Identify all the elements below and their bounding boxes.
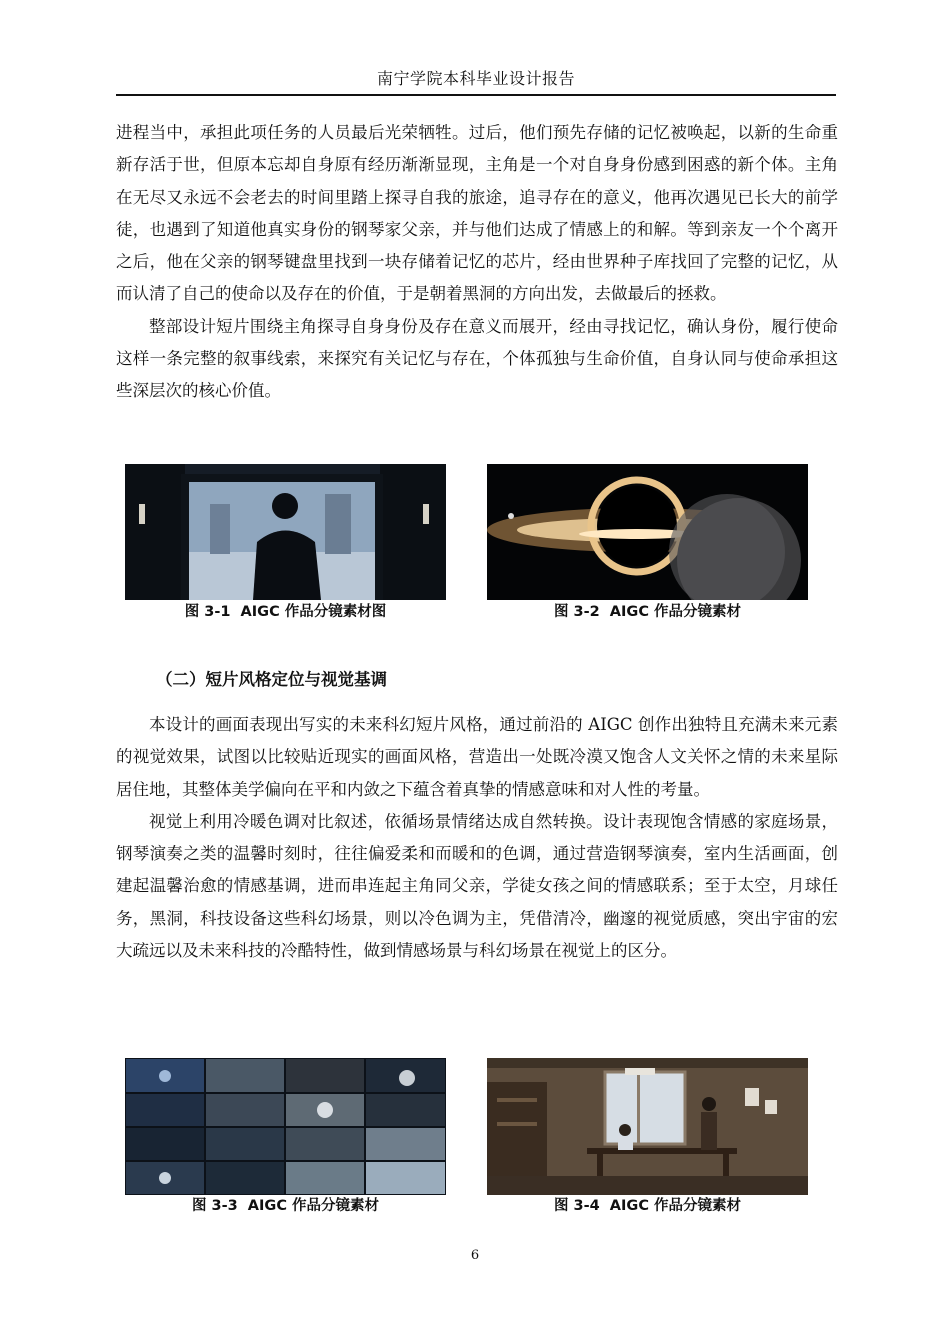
figure-3-1-image bbox=[125, 464, 446, 600]
figure-3-4-caption: 图 3-4 AIGC 作品分镜素材 bbox=[553, 1198, 742, 1214]
page-number: 6 bbox=[470, 1248, 480, 1263]
figure-3-2-caption: 图 3-2 AIGC 作品分镜素材 bbox=[553, 604, 742, 620]
paragraph: 整部设计短片围绕主角探寻自身身份及存在意义而展开，经由寻找记忆，确认身份，履行使命这样一条完整的叙事线索，来探究有关记忆与存在，个体孤独与生命价值，自身认同与使命承担这些深层次的核心价值。 bbox=[116, 316, 838, 401]
figure-3-2-image bbox=[487, 464, 808, 600]
section-heading: （二）短片风格定位与视觉基调 bbox=[156, 670, 387, 689]
paragraph: 视觉上利用冷暖色调对比叙述，依循场景情绪达成自然转换。设计表现饱含情感的家庭场景，钢琴演奏之类的温馨时刻时，往往偏爱柔和而暖和的色调，通过营造钢琴演奏，室内生活画面，创建起温馨治愈的情感基调，进而串连起主角同父亲，学徒女孩之间的情感联系；至于太空，月球任务，黑洞，科技设备这些科幻场景，则以冷色调为主，凭借清冷，幽邃的视觉质感，突出宇宙的宏大疏远以及未来科技的冷酷特性，做到情感场景与科幻场景在视觉上的区分。 bbox=[116, 811, 838, 961]
figure-3-4-image bbox=[487, 1058, 808, 1195]
paragraph: 进程当中，承担此项任务的人员最后光荣牺牲。过后，他们预先存储的记忆被唤起，以新的生命重新存活于世，但原本忘却自身原有经历渐渐显现，主角是一个对自身身份感到困惑的新个体。主角在无尽又永远不会老去的时间里踏上探寻自我的旅途，追寻存在的意义，他再次遇见已长大的前学徒，也遇到了知道他真实身份的钢琴家父亲，并与他们达成了情感上的和解。等到亲友一个个离开之后，他在父亲的钢琴键盘里找到一块存储着记忆的芯片，经由世界种子库找回了完整的记忆，从而认清了自己的使命以及存在的价值，于是朝着黑洞的方向出发，去做最后的拯救。 bbox=[116, 123, 838, 304]
figure-3-3-image bbox=[125, 1058, 446, 1195]
body-text-bottom bbox=[116, 709, 838, 967]
page-header: 南宁学院本科毕业设计报告 bbox=[116, 68, 836, 96]
body-text-top bbox=[116, 117, 838, 408]
paragraph: 本设计的画面表现出写实的未来科幻短片风格，通过前沿的 AIGC 创作出独特且充满未来元素的视觉效果，试图以比较贴近现实的画面风格，营造出一处既冷漠又饱含人文关怀之情的未来星际居住地，其整体美学偏向在平和内敛之下蕴含着真挚的情感意味和对人性的考量。 bbox=[116, 715, 838, 799]
figure-3-3-caption: 图 3-3 AIGC 作品分镜素材 bbox=[191, 1198, 380, 1214]
figure-3-1-caption: 图 3-1 AIGC 作品分镜素材图 bbox=[184, 604, 387, 620]
